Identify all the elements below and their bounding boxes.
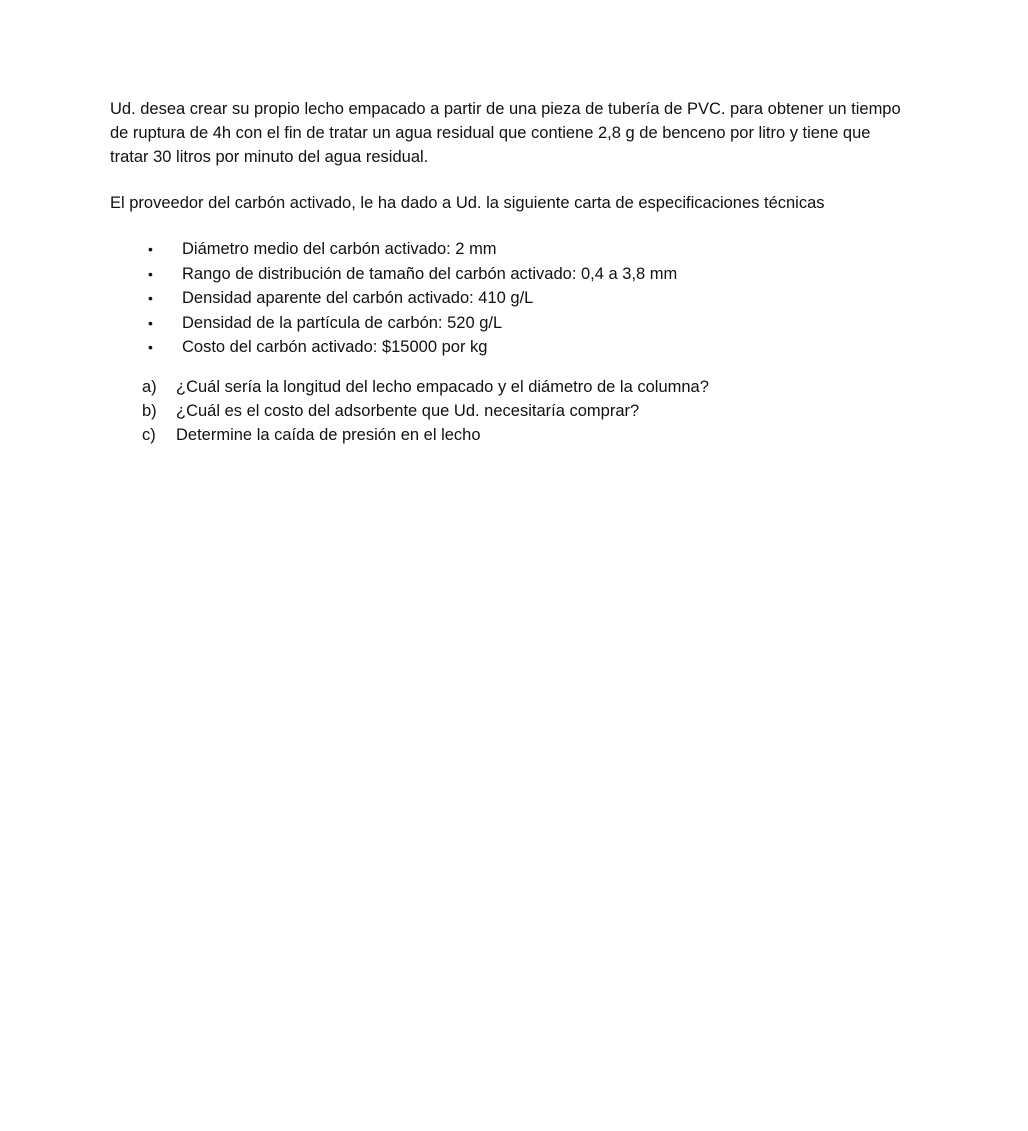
specifications-list (110, 237, 910, 360)
question-marker: b) (142, 401, 157, 420)
question-item (110, 399, 910, 423)
bullet-icon: • (148, 290, 153, 307)
question-marker: a) (142, 377, 157, 396)
spec-text: Densidad aparente del carbón activado: 410 g/L (182, 289, 534, 308)
questions-list (110, 375, 910, 447)
bullet-icon: • (148, 265, 153, 282)
bullet-icon: • (148, 314, 153, 331)
bullet-icon: • (148, 241, 153, 257)
list-item (110, 262, 910, 287)
spec-text: Diámetro medio del carbón activado: 2 mm (182, 240, 497, 258)
spec-text: Costo del carbón activado: $15000 por kg (182, 338, 488, 357)
question-item (110, 423, 910, 447)
question-text: Determine la caída de presión en el lecho (176, 425, 481, 444)
document-page (110, 97, 910, 447)
spec-text: Densidad de la partícula de carbón: 520 g/L (182, 313, 503, 332)
list-item (110, 335, 910, 360)
spec-text: Rango de distribución de tamaño del carbón activado: 0,4 a 3,8 mm (182, 264, 678, 283)
list-item (110, 311, 910, 336)
question-item (110, 375, 910, 399)
list-item (110, 286, 910, 311)
question-text: ¿Cuál sería la longitud del lecho empacado y el diámetro de la columna? (176, 377, 709, 396)
list-item (110, 237, 910, 262)
intro-paragraph: Ud. desea crear su propio lecho empacado a partir de una pieza de tubería de PVC. para obtener un tiempo de ruptura de 4h con el fin de tratar un agua residual que contiene 2,8 g de benceno por litro y tiene que tratar 30 litros por minuto del agua residual. (110, 100, 901, 166)
bullet-icon: • (148, 339, 153, 356)
supplier-paragraph: El proveedor del carbón activado, le ha dado a Ud. la siguiente carta de especificaciones técnicas (110, 194, 825, 212)
question-marker: c) (142, 425, 156, 444)
question-text: ¿Cuál es el costo del adsorbente que Ud. necesitaría comprar? (176, 401, 640, 420)
